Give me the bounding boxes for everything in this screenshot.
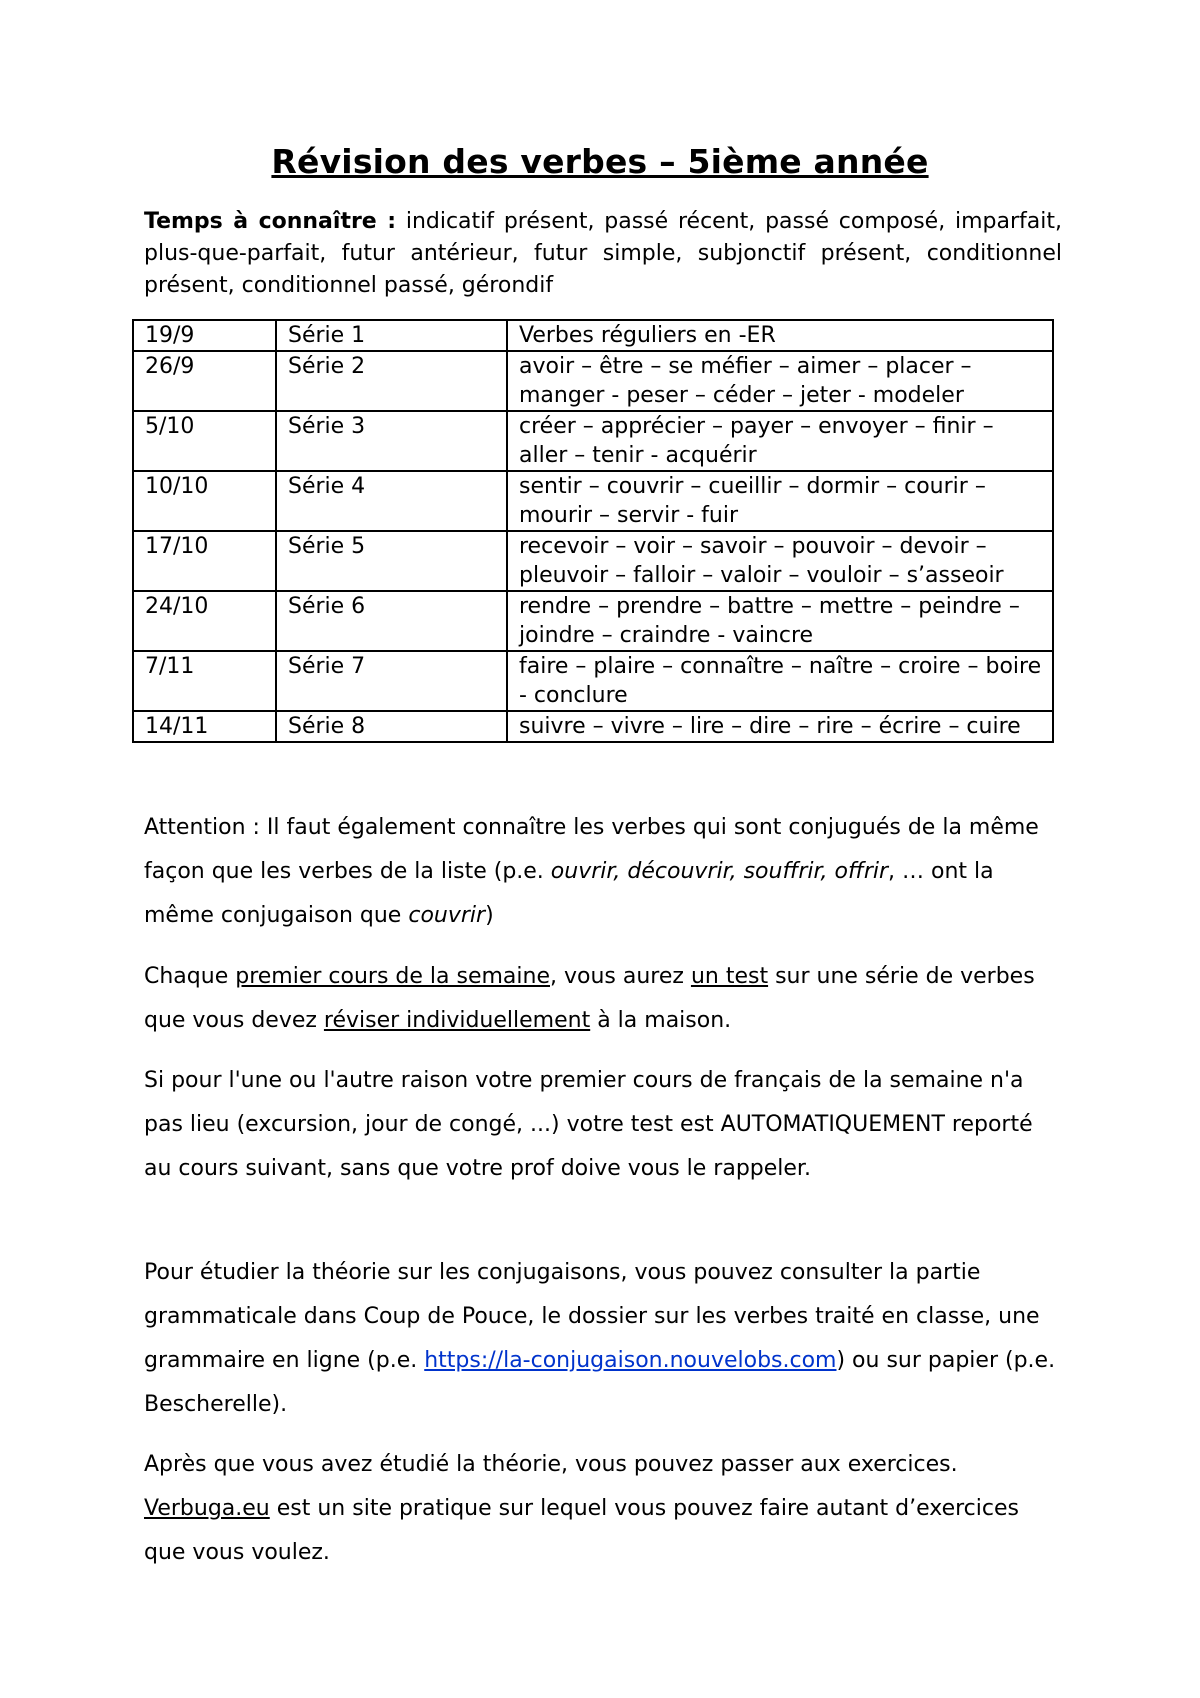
test-text-3: sur une série de verbes que vous devez	[144, 964, 1035, 1033]
test-paragraph	[144, 955, 1064, 1043]
table-row	[133, 591, 1053, 651]
series-number: Série 4	[276, 471, 507, 531]
table-row	[133, 411, 1053, 471]
table-row	[133, 651, 1053, 711]
series-number: Série 6	[276, 591, 507, 651]
attention-text-3: )	[485, 903, 494, 928]
series-number: Série 8	[276, 711, 507, 742]
test-text-1: Chaque	[144, 964, 236, 989]
series-date: 19/9	[133, 320, 276, 351]
series-verbs: recevoir – voir – savoir – pouvoir – devoir – pleuvoir – falloir – valoir – vouloir – s’asseoir	[507, 531, 1053, 591]
series-verbs: créer – apprécier – payer – envoyer – finir – aller – tenir - acquérir	[507, 411, 1053, 471]
series-date: 14/11	[133, 711, 276, 742]
test-emphasis-revise: réviser individuellement	[323, 1008, 591, 1033]
series-verbs: faire – plaire – connaître – naître – croire – boire - conclure	[507, 651, 1053, 711]
tenses-paragraph	[144, 206, 1062, 302]
series-number: Série 5	[276, 531, 507, 591]
series-verbs: suivre – vivre – lire – dire – rire – écrire – cuire	[507, 711, 1053, 742]
table-row	[133, 531, 1053, 591]
test-text-2: , vous aurez	[550, 964, 691, 989]
attention-examples: ouvrir, découvrir, souffrir, offrir	[550, 859, 889, 884]
series-date: 26/9	[133, 351, 276, 411]
test-emphasis-test: un test	[690, 964, 769, 989]
attention-paragraph	[144, 806, 1064, 938]
series-number: Série 3	[276, 411, 507, 471]
exercises-text-2: est un site pratique sur lequel vous pouvez faire autant d’exercices que vous voulez.	[144, 1496, 1019, 1565]
series-date: 5/10	[133, 411, 276, 471]
series-date: 7/11	[133, 651, 276, 711]
table-row	[133, 471, 1053, 531]
tenses-list: indicatif présent, passé récent, passé composé, imparfait, plus-que-parfait, futur antérieur, futur simple, subjonctif présent, conditionnel présent, conditionnel passé, gérondif	[144, 209, 1063, 298]
series-number: Série 2	[276, 351, 507, 411]
verbuga-link[interactable]: Verbuga.eu	[144, 1496, 270, 1521]
table-row	[133, 320, 1053, 351]
series-verbs: avoir – être – se méfier – aimer – placer – manger - peser – céder – jeter - modeler	[507, 351, 1053, 411]
exercises-paragraph	[144, 1443, 1064, 1575]
table-row	[133, 351, 1053, 411]
series-number: Série 1	[276, 320, 507, 351]
attention-reference-verb: couvrir	[408, 903, 486, 928]
verb-series-table	[132, 319, 1054, 743]
attention-text-2: , … ont la même conjugaison que	[144, 859, 994, 928]
series-verbs: rendre – prendre – battre – mettre – peindre – joindre – craindre - vaincre	[507, 591, 1053, 651]
theory-text-1: Pour étudier la théorie sur les conjugaisons, vous pouvez consulter la partie grammaticale dans Coup de Pouce, le dossier sur les verbes traité en classe, une grammaire en ligne (p.e.	[144, 1260, 1040, 1373]
series-number: Série 7	[276, 651, 507, 711]
report-paragraph: Si pour l'une ou l'autre raison votre premier cours de français de la semaine n'a pas lieu (excursion, jour de congé, ...) votre test est AUTOMATIQUEMENT reporté au cours suivant, sans que votre prof doive vous le rappeler.	[144, 1068, 1033, 1181]
series-date: 10/10	[133, 471, 276, 531]
series-date: 24/10	[133, 591, 276, 651]
table-row	[133, 711, 1053, 742]
series-verbs: sentir – couvrir – cueillir – dormir – courir – mourir – servir - fuir	[507, 471, 1053, 531]
attention-text: Attention : Il faut également connaître les verbes qui sont conjugués de la même façon que les verbes de la liste (p.e.	[144, 815, 1039, 884]
series-verbs: Verbes réguliers en -ER	[507, 320, 1053, 351]
test-text-4: à la maison.	[590, 1008, 732, 1033]
test-emphasis-first-course: premier cours de la semaine	[235, 964, 550, 989]
page-title: Révision des verbes – 5ième année	[271, 142, 929, 181]
conjugaison-link[interactable]: https://la-conjugaison.nouvelobs.com	[424, 1348, 837, 1373]
series-date: 17/10	[133, 531, 276, 591]
tenses-label: Temps à connaître :	[144, 209, 397, 234]
theory-paragraph	[144, 1251, 1064, 1427]
exercises-text-1: Après que vous avez étudié la théorie, vous pouvez passer aux exercices.	[144, 1452, 958, 1477]
theory-text-2: ) ou sur papier (p.e. Bescherelle).	[144, 1348, 1056, 1417]
